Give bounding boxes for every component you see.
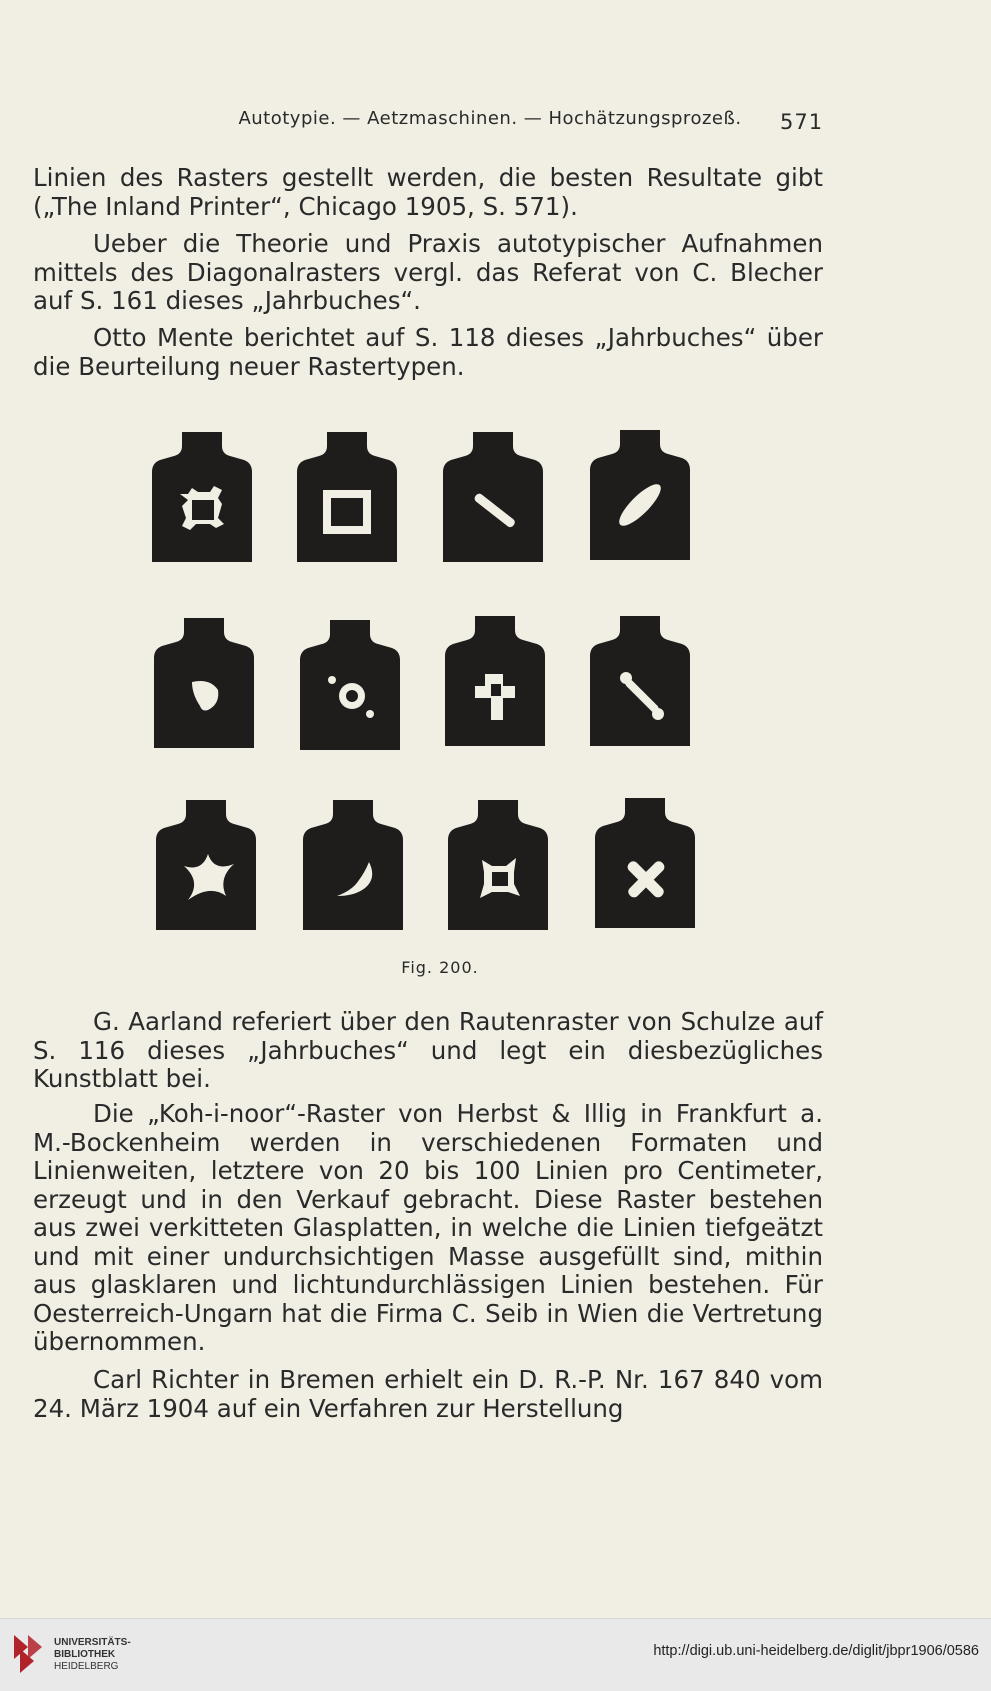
bottle-cross-square bbox=[152, 432, 252, 562]
bottle-drop bbox=[154, 618, 254, 748]
bottle-plus-block bbox=[445, 616, 545, 746]
paragraph-4: G. Aarland referiert über den Rautenraster von Schulze auf S. 116 dieses „Jahrbuches“ und legt ein diesbezügliches Kunstblatt bei. bbox=[33, 1007, 823, 1093]
paragraph-1: Linien des Rasters gestellt werden, die besten Resultate gibt („The Inland Printer“, Chicago 1905, S. 571). bbox=[33, 163, 823, 221]
bottle-diagonal-slit bbox=[443, 432, 543, 562]
library-line-1: UNIVERSITÄTS- bbox=[54, 1637, 131, 1648]
paragraph-6: Carl Richter in Bremen erhielt ein D. R.-P. Nr. 167 840 vom 24. März 1904 auf ein Verfahren zur Herstellung bbox=[33, 1365, 823, 1423]
permalink-url[interactable]: http://digi.ub.uni-heidelberg.de/diglit/jbpr1906/0586 bbox=[653, 1643, 979, 1659]
paragraph-2: Ueber die Theorie und Praxis autotypischer Aufnahmen mittels des Diagonalrasters vergl. das Referat von C. Blecher auf S. 161 dieses „Jahrbuches“. bbox=[33, 229, 823, 315]
bottle-x-cross bbox=[595, 798, 695, 928]
running-head: Autotypie. — Aetzmaschinen. — Hochätzungsprozeß. bbox=[238, 108, 742, 129]
bottle-square bbox=[297, 432, 397, 562]
footer-bar bbox=[0, 1618, 991, 1691]
figure-caption: Fig. 200. bbox=[401, 958, 479, 977]
bottle-bone bbox=[590, 616, 690, 746]
page-number: 571 bbox=[780, 110, 824, 134]
library-line-2: BIBLIOTHEK bbox=[54, 1649, 116, 1660]
bottle-crescent bbox=[303, 800, 403, 930]
paragraph-3: Otto Mente berichtet auf S. 118 dieses „Jahrbuches“ über die Beurteilung neuer Rastertypen. bbox=[33, 323, 823, 381]
library-name bbox=[54, 1637, 131, 1673]
library-line-3: HEIDELBERG bbox=[54, 1661, 119, 1672]
library-logo-icon bbox=[10, 1631, 46, 1677]
bottle-four-point-star bbox=[156, 800, 256, 930]
bottle-circle-dots bbox=[300, 620, 400, 750]
paragraph-5: Die „Koh-i-noor“-Raster von Herbst & Illig in Frankfurt a. M.-Bockenheim werden in verschiedenen Formaten und Linienweiten, letztere von 20 bis 100 Linien pro Centimeter, erzeugt und in den Verkauf gebracht. Diese Raster bestehen aus zwei verkitteten Glasplatten, in welche die Linien tiefgeätzt und mit einer undurchsichtigen Masse ausgefüllt sind, mithin aus glasklaren und lichtundurchlässigen Linien bestehen. Für Oesterreich-Ungarn hat die Firma C. Seib in Wien die Vertretung übernommen. bbox=[33, 1099, 823, 1356]
bottle-notched-square bbox=[448, 800, 548, 930]
screen-types-figure bbox=[140, 420, 700, 945]
bottle-lens bbox=[590, 430, 690, 560]
